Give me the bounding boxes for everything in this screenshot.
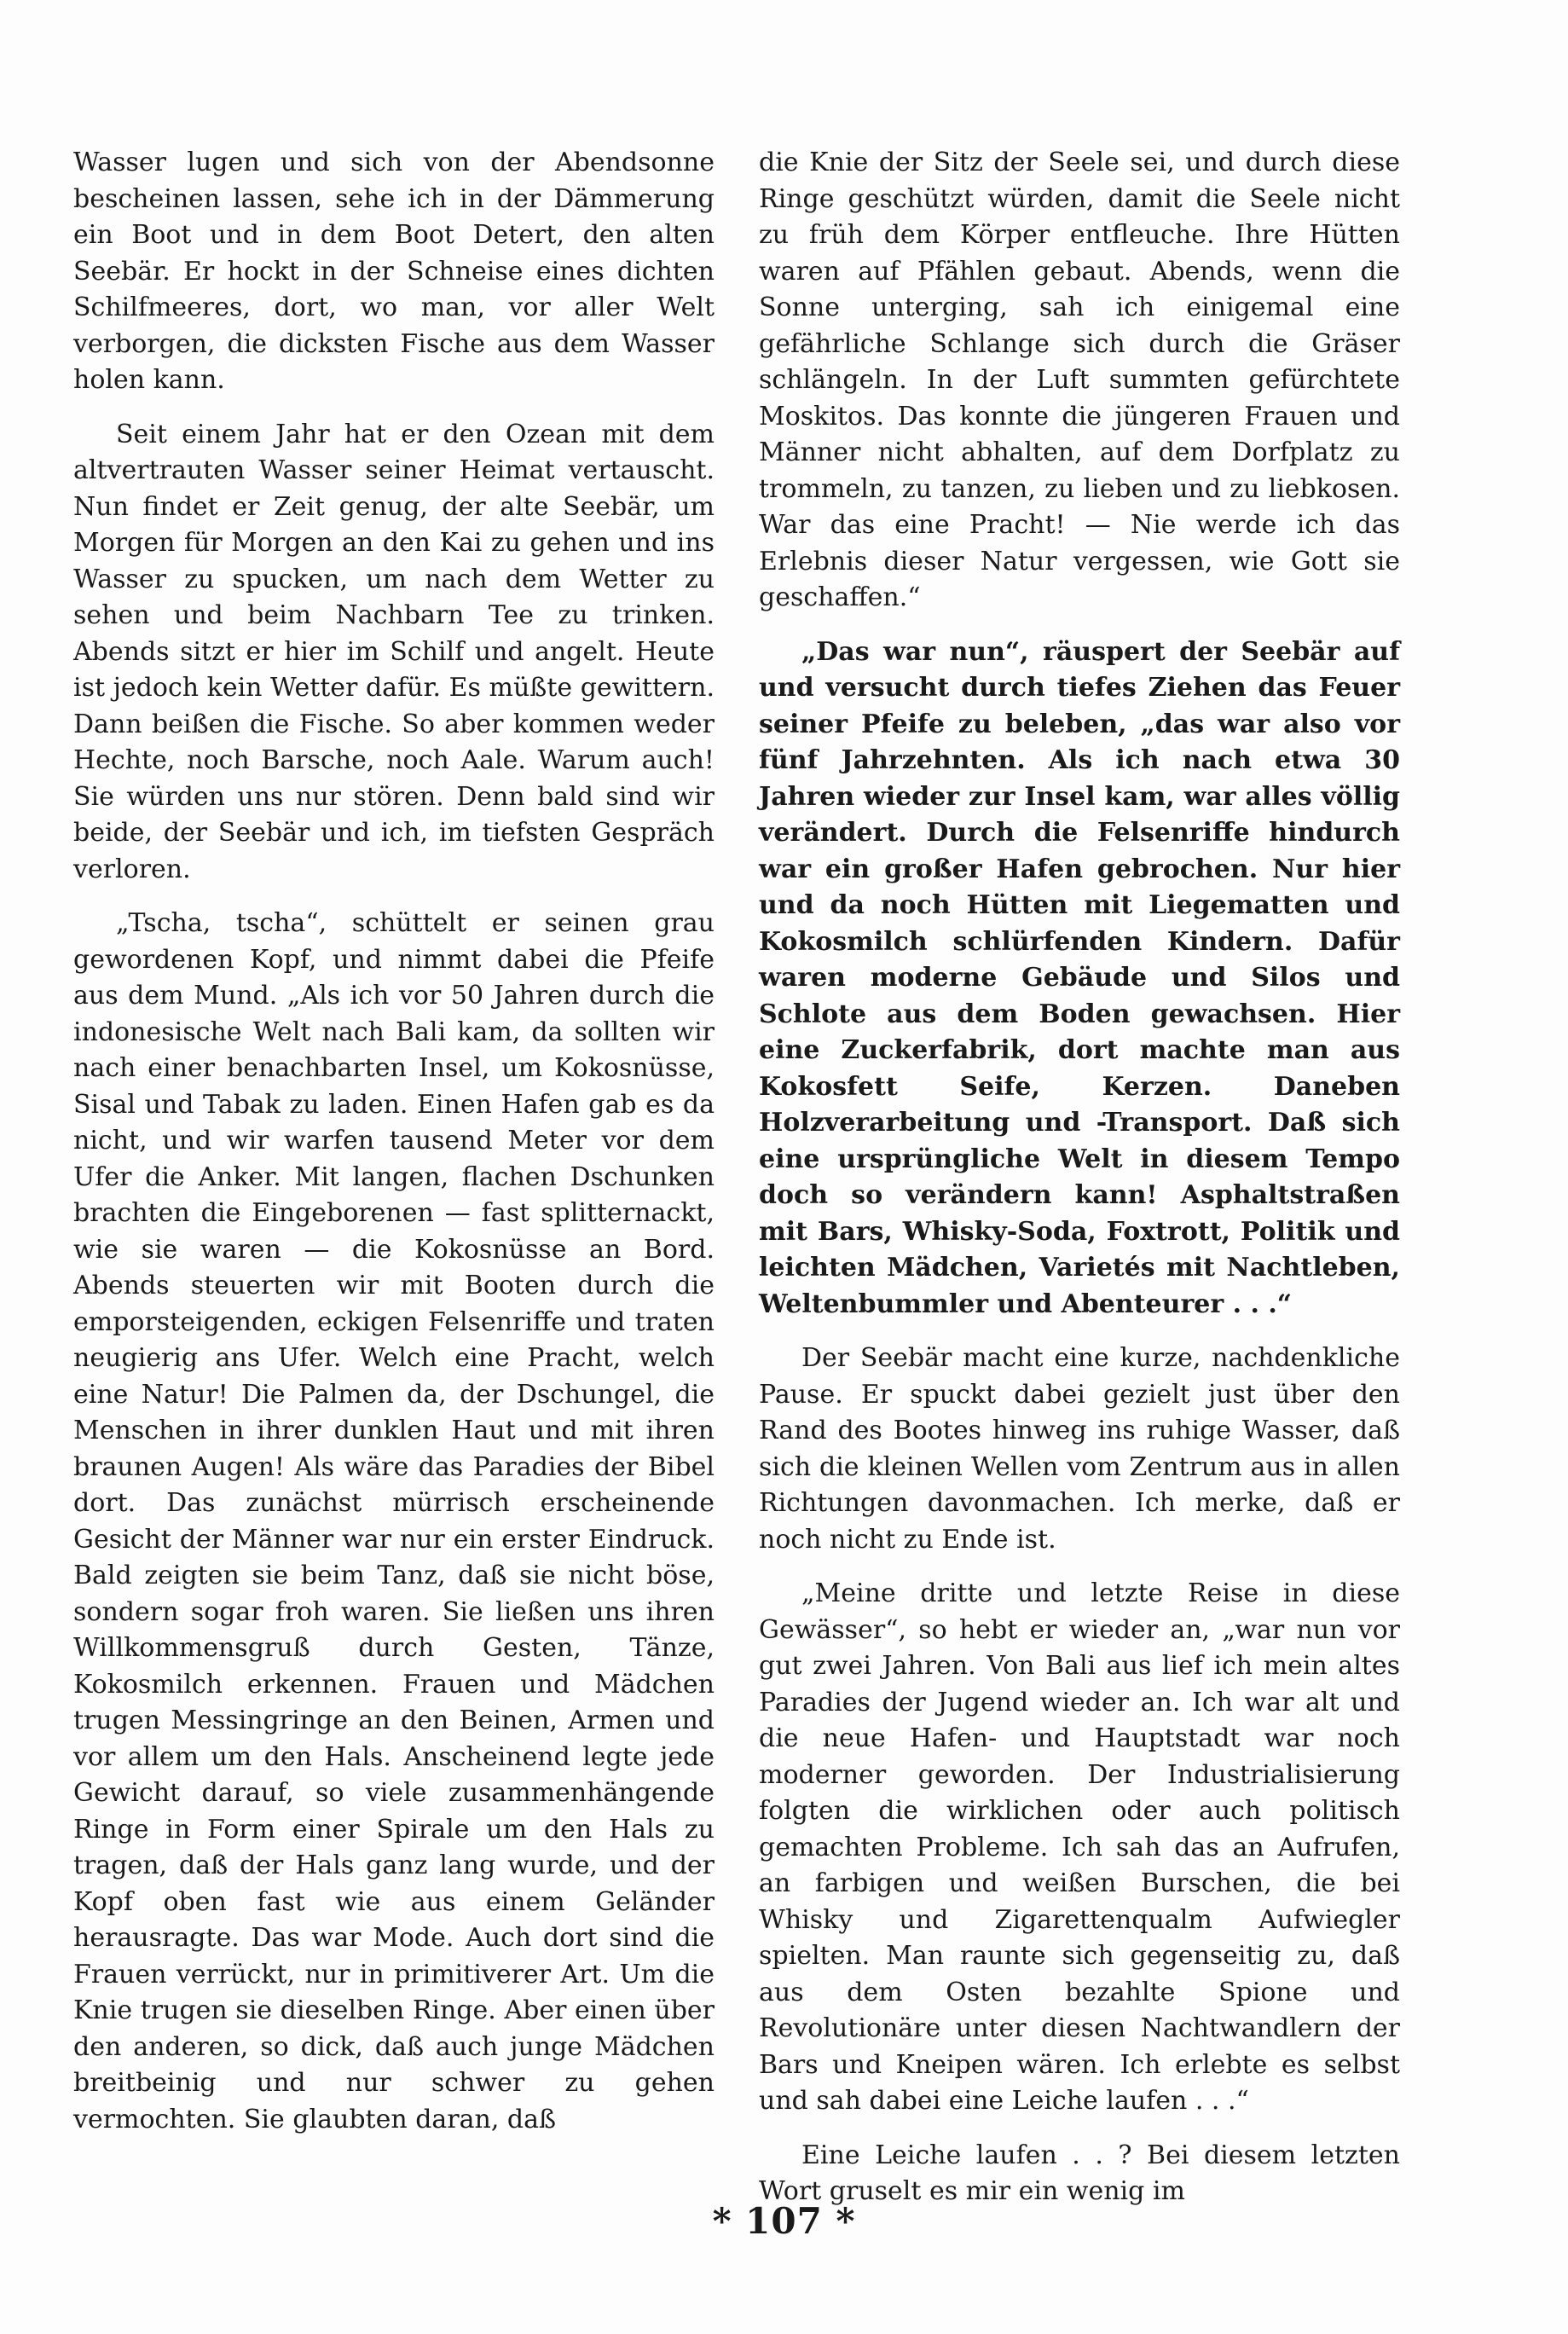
- paragraph: „Das war nun“, räuspert der Seebär auf und versucht durch tiefes Ziehen das Feuer seiner Pfeife zu beleben, „das war also vor fünf Jahrzehnten. Als ich nach etwa 30 Jahren wieder zur Insel kam, war alles völlig verändert. Durch die Felsenriffe hindurch war ein großer Hafen gebrochen. Nur hier und da noch Hütten mit Liegematten und Kokosmilch schlürfenden Kindern. Dafür waren moderne Gebäude und Silos und Schlote aus dem Boden gewachsen. Hier eine Zuckerfabrik, dort machte man aus Kokosfett Seife, Kerzen. Daneben Holzverarbeitung und -Transport. Daß sich eine ursprüngliche Welt in diesem Tempo doch so verändern kann! Asphaltstraßen mit Bars, Whisky-Soda, Foxtrott, Politik und leichten Mädchen, Varietés mit Nachtleben, Weltenbummler und Abenteurer . . .“: [759, 636, 1400, 1319]
- paragraph: die Knie der Sitz der Seele sei, und durch diese Ringe geschützt würden, damit die Seele nicht zu früh dem Körper entfleuche. Ihre Hütten waren auf Pfählen gebaut. Abends, wenn die Sonne unterging, sah ich einigemal eine gefährliche Schlange sich durch die Gräser schlängeln. In der Luft summten gefürchtete Moskitos. Das konnte die jüngeren Frauen und Männer nicht abhalten, auf dem Dorfplatz zu trommeln, zu tanzen, zu lieben und zu liebkosen. War das eine Pracht! — Nie werde ich das Erlebnis dieser Natur vergessen, wie Gott sie geschaffen.“: [759, 148, 1400, 612]
- paragraph: Seit einem Jahr hat er den Ozean mit dem altvertrauten Wasser seiner Heimat vertauscht. Nun findet er Zeit genug, der alte Seebär, um Morgen für Morgen an den Kai zu gehen und ins Wasser zu spucken, um nach dem Wetter zu sehen und beim Nachbarn Tee zu trinken. Abends sitzt er hier im Schilf und angelt. Heute ist jedoch kein Wetter dafür. Es müßte gewittern. Dann beißen die Fische. So aber kommen weder Hechte, noch Barsche, noch Aale. Warum auch! Sie würden uns nur stören. Denn bald sind wir beide, der Seebär und ich, im tiefsten Gespräch verloren.: [73, 419, 715, 884]
- paragraph: Der Seebär macht eine kurze, nachdenkliche Pause. Er spuckt dabei gezielt just über den Rand des Bootes hinweg ins ruhige Wasser, daß sich die kleinen Wellen vom Zentrum aus in allen Richtungen davonmachen. Ich merke, daß er noch nicht zu Ende ist.: [759, 1343, 1400, 1555]
- paragraph: „Tscha, tscha“, schüttelt er seinen grau gewordenen Kopf, und nimmt dabei die Pfeife aus dem Mund. „Als ich vor 50 Jahren durch die indonesische Welt nach Bali kam, da sollten wir nach einer benachbarten Insel, um Kokosnüsse, Sisal und Tabak zu laden. Einen Hafen gab es da nicht, und wir warfen tausend Meter vor dem Ufer die Anker. Mit langen, flachen Dschunken brachten die Eingeborenen — fast splitternackt, wie sie waren — die Kokosnüsse an Bord. Abends steuerten wir mit Booten durch die emporsteigenden, eckigen Felsenriffe und traten neugierig ans Ufer. Welch eine Pracht, welch eine Natur! Die Palmen da, der Dschungel, die Menschen in ihrer dunklen Haut und mit ihren braunen Augen! Als wäre das Paradies der Bibel dort. Das zunächst mürrisch erscheinende Gesicht der Männer war nur ein erster Eindruck. Bald zeigten sie beim Tanz, daß sie nicht böse, sondern sogar froh waren. Sie ließen uns ihren Willkommensgruß durch Gesten, Tänze, Kokosmilch erkennen. Frauen und Mädchen trugen Messingringe an den Beinen, Armen und vor allem um den Hals. Anscheinend legte jede Gewicht darauf, so viele zusammenhängende Ringe in Form einer Spirale um den Hals zu tragen, daß der Hals ganz lang wurde, und der Kopf oben fast wie aus einem Geländer herausragte. Das war Mode. Auch dort sind die Frauen verrückt, nur in primitiverer Art. Um die Knie trugen sie dieselben Ringe. Aber einen über den anderen, so dick, daß auch junge Mädchen breitbeinig und nur schwer zu gehen vermochten. Sie glaubten daran, daß: [73, 908, 715, 2134]
- text-column-right: [759, 145, 1400, 2210]
- paragraph: „Meine dritte und letzte Reise in diese Gewässer“, so hebt er wieder an, „war nun vor gut zwei Jahren. Von Bali aus lief ich mein altes Paradies der Jugend wieder an. Ich war alt und die neue Hafen- und Hauptstadt war noch moderner geworden. Der Industrialisierung folgten die wirklichen oder auch politisch gemachten Probleme. Ich sah das an Aufrufen, an farbigen und weißen Burschen, die bei Whisky und Zigarettenqualm Aufwiegler spielten. Man raunte sich gegenseitig zu, daß aus dem Osten bezahlte Spione und Revolutionäre unter diesen Nachtwandlern der Bars und Kneipen wären. Ich erlebte es selbst und sah dabei eine Leiche laufen . . .“: [759, 1578, 1400, 2116]
- paragraph: Eine Leiche laufen . . ? Bei diesem letzten Wort gruselt es mir ein wenig im: [759, 2140, 1400, 2206]
- paragraph: Wasser lugen und sich von der Abendsonne bescheinen lassen, sehe ich in der Dämmerung ein Boot und in dem Boot Detert, den alten Seebär. Er hockt in der Schneise eines dichten Schilfmeeres, dort, wo man, vor aller Welt verborgen, die dicksten Fische aus dem Wasser holen kann.: [73, 148, 715, 395]
- text-column-left: [73, 145, 715, 2138]
- page-number: * 107 *: [712, 2200, 856, 2242]
